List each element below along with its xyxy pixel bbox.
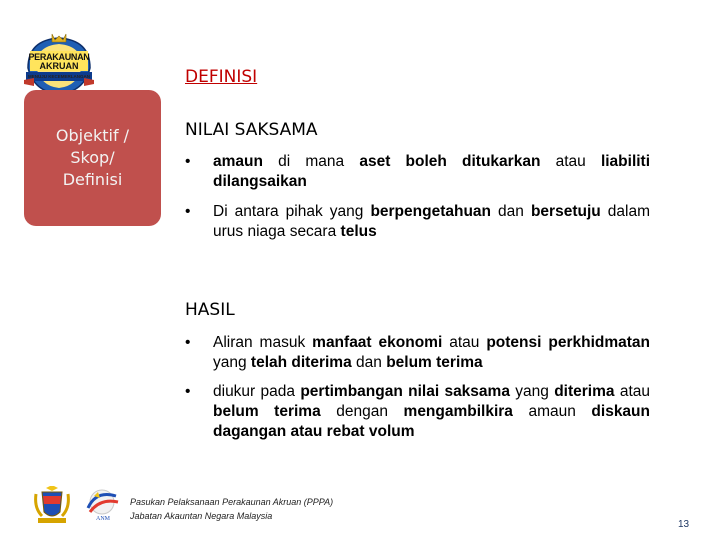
section-title-hasil: HASIL bbox=[185, 300, 235, 320]
footer-department-name: Jabatan Akauntan Negara Malaysia bbox=[130, 511, 273, 521]
section-nav-box[interactable] bbox=[24, 90, 161, 226]
logo-line-3: MENUJU KECEMERLANGAN bbox=[27, 74, 90, 79]
bullet-list-nilai-saksama bbox=[185, 152, 650, 252]
bullet-item: • Di antara pihak yang berpengetahuan dan bersetuju dalam urus niaga secara telus bbox=[185, 202, 650, 242]
page-number: 13 bbox=[678, 519, 690, 530]
footer-credits bbox=[130, 495, 333, 523]
bullet-item: • diukur pada pertimbangan nilai saksama yang diterima atau belum terima dengan mengambilkira amaun diskaun dagangan atau rebat volum bbox=[185, 382, 650, 442]
coat-of-arms-icon bbox=[34, 486, 124, 530]
logo-line-2: AKRUAN bbox=[39, 61, 79, 71]
section-nav-label: Objektif / Skop/ Definisi bbox=[55, 126, 130, 189]
section-title-nilai-saksama: NILAI SAKSAMA bbox=[185, 120, 318, 140]
bullet-list-hasil bbox=[185, 333, 650, 451]
footer-team-name: Pasukan Pelaksanaan Perakaunan Akruan (PPPA) bbox=[130, 497, 334, 507]
bullet-item: • amaun di mana aset boleh ditukarkan atau liabiliti dilangsaikan bbox=[185, 152, 650, 192]
perakaunan-akruan-logo bbox=[22, 32, 96, 98]
anm-logo-label: ANM bbox=[96, 516, 111, 522]
bullet-item: • Aliran masuk manfaat ekonomi atau potensi perkhidmatan yang telah diterima dan belum terima bbox=[185, 333, 650, 373]
jata-negara-icon bbox=[36, 486, 69, 523]
page-heading: DEFINISI bbox=[185, 67, 258, 87]
footer-logos bbox=[34, 486, 124, 530]
anm-logo-icon bbox=[88, 490, 118, 514]
logo-line-1: PERAKAUNAN bbox=[28, 52, 90, 62]
